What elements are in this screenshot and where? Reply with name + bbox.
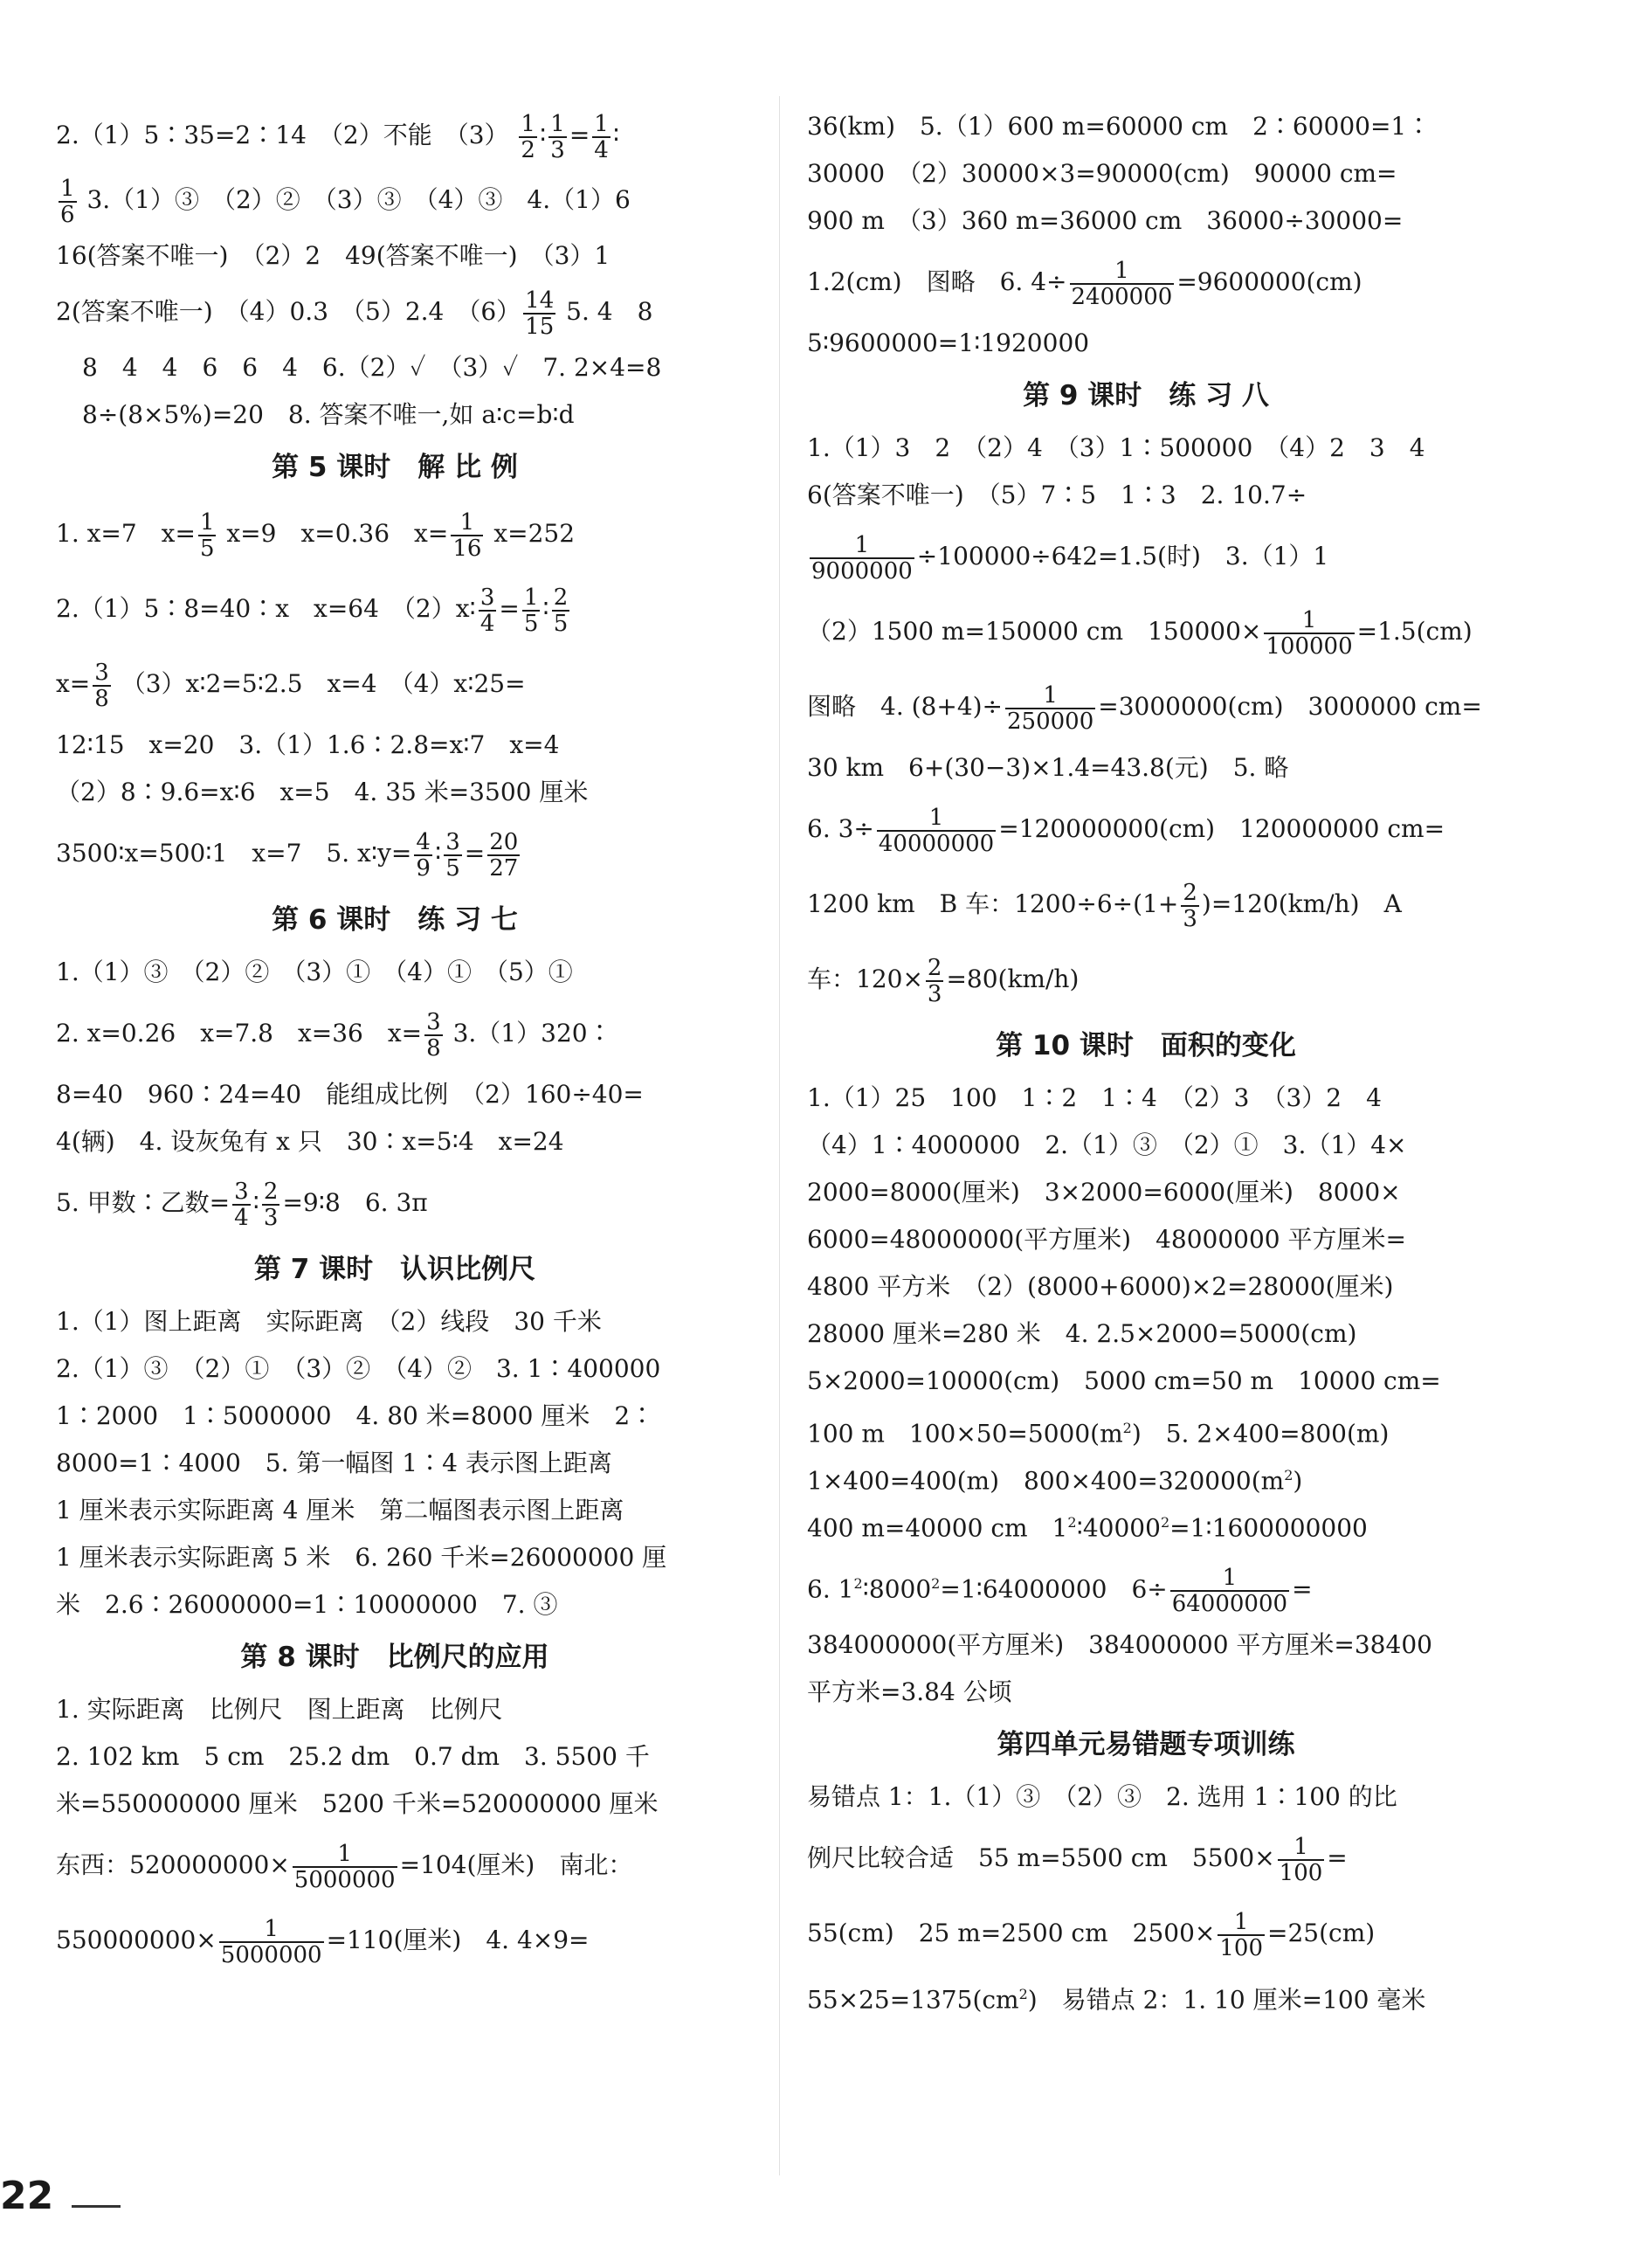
answer-line: 3500∶x=500∶1 x=7 5. x∶y= $\frac{4}{9}$ ∶ $\frac{3}{5}$ = $\frac{20}{27}$	[56, 828, 519, 882]
fraction: $\frac{1}{250000}$	[1007, 681, 1094, 735]
answer-line: 1.2(cm) 图略 6. 4÷ $\frac{1}{2400000}$ =9600000(cm)	[807, 257, 1362, 310]
fraction: $\frac{1}{5000000}$	[293, 1840, 396, 1893]
answer-line: 6. $1^2∶8000^2=1∶64000000$ 6÷ $\frac{1}{64000000}$ =	[807, 1564, 1313, 1617]
fraction: $\frac{1}{40000000}$	[878, 804, 995, 857]
footer-rule	[72, 2205, 121, 2208]
answer-line: 4800 平方米 （2）(8000+6000)×2=28000(厘米)	[807, 1272, 1394, 1301]
fraction: $\frac{20}{27}$	[489, 828, 519, 882]
fraction: $\frac{1}{5000000}$	[220, 1915, 322, 1968]
fraction: $\frac{1}{16}$	[452, 508, 482, 562]
answer-line: 2(答案不唯一) （4）0.3 （5）2.4 （6） $\frac{14}{15}$ 5. 4 8	[56, 287, 653, 340]
fraction: $\frac{2}{5}$	[553, 584, 569, 637]
fraction: $\frac{1}{100}$	[1219, 1908, 1264, 1961]
page-number: 22	[0, 2174, 54, 2218]
answer-line: 550000000× $\frac{1}{5000000}$ =110(厘米) 4. 4×9=	[56, 1915, 590, 1968]
fraction: $\frac{3}{8}$	[426, 1008, 441, 1061]
section-heading: 第 9 课时 练 习 八	[1023, 380, 1269, 411]
fraction: $\frac{3}{8}$	[94, 659, 109, 712]
answer-line: 8000=1∶4000 5. 第一幅图 1∶4 表示图上距离	[56, 1449, 612, 1477]
answer-line: 1∶2000 1∶5000000 4. 80 米=8000 厘米 2∶	[56, 1401, 655, 1430]
section-heading: 第 7 课时 认识比例尺	[253, 1254, 536, 1285]
section-heading: 第四单元易错题专项训练	[997, 1729, 1295, 1760]
answer-line: 1.（1）③ （2）② （3）① （4）① （5）①	[56, 958, 573, 986]
answer-line: 55(cm) 25 m=2500 cm 2500× $\frac{1}{100}$ =25(cm)	[807, 1908, 1376, 1961]
answer-line: 米 2.6∶26000000=1∶10000000 7. ③	[56, 1590, 558, 1619]
answer-line: 36(km) 5.（1）600 m=60000 cm 2∶60000=1∶	[807, 112, 1431, 141]
answer-line: 2.（1）5∶8=40∶x x=64 （2）x∶ $\frac{3}{4}$ = $\frac{1}{5}$ ∶ $\frac{2}{5}$	[56, 584, 569, 637]
answer-line: 400 m=40000 cm $1^2∶40000^2=1∶1600000000$	[807, 1513, 1368, 1543]
answer-line: 2.（1）5∶35=2∶14 （2）不能 （3） $\frac{1}{2}$ ∶ $\frac{1}{3}$ = $\frac{1}{4}$ ∶	[56, 110, 620, 163]
section-heading: 第 8 课时 比例尺的应用	[240, 1642, 549, 1673]
answer-line: 1.（1）25 100 1∶2 1∶4 （2）3 （3）2 4	[807, 1083, 1382, 1112]
answer-line: 东西：520000000× $\frac{1}{5000000}$ =104(厘米) 南北：	[56, 1840, 633, 1893]
answer-line: （2）1500 m=150000 cm 150000× $\frac{1}{100000}$ =1.5(cm)	[807, 606, 1473, 660]
answer-line: 30000 （2）30000×3=90000(cm) 90000 cm=	[807, 159, 1397, 188]
answer-line: 1.（1）3 2 （2）4 （3）1∶500000 （4）2 3 4	[807, 433, 1425, 462]
answer-line: 2. 102 km 5 cm 25.2 dm 0.7 dm 3. 5500 千	[56, 1742, 650, 1771]
section-heading: 第 5 课时 解 比 例	[272, 452, 518, 483]
answer-line: 易错点 1：1.（1）③ （2）③ 2. 选用 1∶100 的比	[807, 1782, 1397, 1811]
fraction: $\frac{3}{4}$	[479, 584, 495, 637]
fraction: $\frac{1}{6}$	[60, 175, 75, 228]
section-heading: 第 10 课时 面积的变化	[996, 1030, 1296, 1061]
answer-line: x= $\frac{3}{8}$ （3）x∶2=5∶2.5 x=4 （4）x∶25=	[56, 659, 526, 712]
answer-line: 车：120× $\frac{2}{3}$ =80(km/h)	[807, 954, 1080, 1007]
answer-line: 1.（1）图上距离 实际距离 （2）线段 30 千米	[56, 1307, 602, 1336]
fraction: $\frac{1}{64000000}$	[1171, 1564, 1288, 1617]
answer-line: 2.（1）③ （2）① （3）② （4）② 3. 1∶400000	[56, 1354, 661, 1383]
answer-line: 16(答案不唯一) （2）2 49(答案不唯一) （3）1	[56, 241, 610, 270]
answer-line: 1 厘米表示实际距离 4 厘米 第二幅图表示图上距离	[56, 1496, 624, 1525]
fraction: $\frac{1}{2400000}$	[1071, 257, 1173, 310]
fraction: $\frac{1}{4}$	[594, 110, 609, 163]
fraction: $\frac{1}{100}$	[1279, 1833, 1323, 1886]
answer-line: 6000=48000000(平方厘米) 48000000 平方厘米=	[807, 1225, 1406, 1254]
fraction: $\frac{14}{15}$	[525, 287, 555, 340]
fraction: $\frac{2}{3}$	[1183, 879, 1197, 932]
fraction: $\frac{1}{5}$	[199, 508, 215, 562]
answer-line: 2000=8000(厘米) 3×2000=6000(厘米) 8000×	[807, 1178, 1401, 1207]
fraction: $\frac{1}{5}$	[523, 584, 539, 637]
answer-line: 6. 3÷ $\frac{1}{40000000}$ =120000000(cm) 120000000 cm=	[807, 804, 1445, 857]
answer-line: 5∶9600000=1∶1920000	[807, 328, 1090, 357]
answer-line: 1 厘米表示实际距离 5 米 6. 260 千米=26000000 厘	[56, 1543, 667, 1572]
answer-line: 100 m $100\times 50=5000(m^2)$ 5. 2×400=800(m)	[807, 1419, 1390, 1449]
fraction: $\frac{1}{2}$	[521, 110, 535, 163]
answer-line: $\frac{1}{6}$ 3.（1）③ （2）② （3）③ （4）③ 4.（1）6	[60, 175, 631, 228]
answer-line: 米=550000000 厘米 5200 千米=520000000 厘米	[56, 1789, 659, 1818]
answer-line: 5. 甲数∶乙数= $\frac{3}{4}$ ∶ $\frac{2}{3}$ =9∶8 6. 3π	[56, 1178, 428, 1231]
answer-line: 30 km 6+(30−3)×1.4=43.8(元) 5. 略	[807, 753, 1289, 782]
answer-line: 8 4 4 6 6 4 6.（2）✓ （3）✓ 7. 2×4=8	[82, 353, 662, 382]
fraction: $\frac{1}{9000000}$	[811, 531, 913, 584]
answer-line: 6(答案不唯一) （5）7∶5 1∶3 2. 10.7÷	[807, 481, 1307, 509]
answer-line: 8÷(8×5%)=20 8. 答案不唯一,如 a∶c=b∶d	[82, 400, 575, 429]
answer-line: 384000000(平方厘米) 384000000 平方厘米=38400	[807, 1630, 1432, 1659]
answer-line: 图略 4. (8+4)÷ $\frac{1}{250000}$ =3000000(cm) 3000000 cm=	[807, 681, 1482, 735]
answer-line: 8=40 960∶24=40 能组成比例 （2）160÷40=	[56, 1080, 644, 1109]
left-column	[56, 103, 734, 1978]
section-heading: 第 6 课时 练 习 七	[272, 904, 518, 936]
answer-line: $55\times 25=1375(cm^2)$ 易错点 2：1. 10 厘米=100 毫米	[807, 1985, 1426, 2015]
answer-line: 1. 实际距离 比例尺 图上距离 比例尺	[56, 1695, 503, 1724]
answer-line: （2）8∶9.6=x∶6 x=5 4. 35 米=3500 厘米	[56, 778, 589, 806]
fraction: $\frac{3}{4}$	[234, 1178, 249, 1231]
fraction: $\frac{2}{3}$	[927, 954, 942, 1007]
answer-line: 1200 km B 车：1200÷6÷(1+ $\frac{2}{3}$ )=120(km/h) A	[807, 879, 1402, 932]
answer-line: $\frac{1}{9000000}$ ÷100000÷642=1.5(时) 3.（1）1	[811, 531, 1329, 584]
answer-line: 平方米=3.84 公顷	[807, 1677, 1012, 1706]
fraction: $\frac{4}{9}$	[416, 828, 431, 882]
answer-line: 12∶15 x=20 3.（1）1.6∶2.8=x∶7 x=4	[56, 730, 560, 759]
fraction: $\frac{1}{100000}$	[1266, 606, 1353, 660]
answer-line: 900 m （3）360 m=36000 cm 36000÷30000=	[807, 206, 1404, 235]
right-column	[807, 103, 1485, 2018]
answer-line: 1×400=400(m) $800\times 400=320000(m^2)$	[807, 1466, 1303, 1496]
fraction: $\frac{3}{5}$	[445, 828, 460, 882]
answer-line: 28000 厘米=280 米 4. 2.5×2000=5000(cm)	[807, 1319, 1357, 1348]
answer-line: 例尺比较合适 55 m=5500 cm 5500× $\frac{1}{100}$ =	[807, 1833, 1348, 1886]
column-divider	[779, 96, 780, 2175]
answer-line: 5×2000=10000(cm) 5000 cm=50 m 10000 cm=	[807, 1366, 1441, 1395]
answer-line: （4）1∶4000000 2.（1）③ （2）① 3.（1）4×	[807, 1131, 1407, 1159]
answer-line: 1. x=7 x= $\frac{1}{5}$ x=9 x=0.36 x= $\frac{1}{16}$ x=252	[56, 508, 576, 562]
answer-line: 2. x=0.26 x=7.8 x=36 x= $\frac{3}{8}$ 3.（1）320∶	[56, 1008, 612, 1061]
answer-line: 4(辆) 4. 设灰兔有 x 只 30∶x=5∶4 x=24	[56, 1127, 564, 1156]
fraction: $\frac{1}{3}$	[550, 110, 565, 163]
fraction: $\frac{2}{3}$	[263, 1178, 279, 1231]
